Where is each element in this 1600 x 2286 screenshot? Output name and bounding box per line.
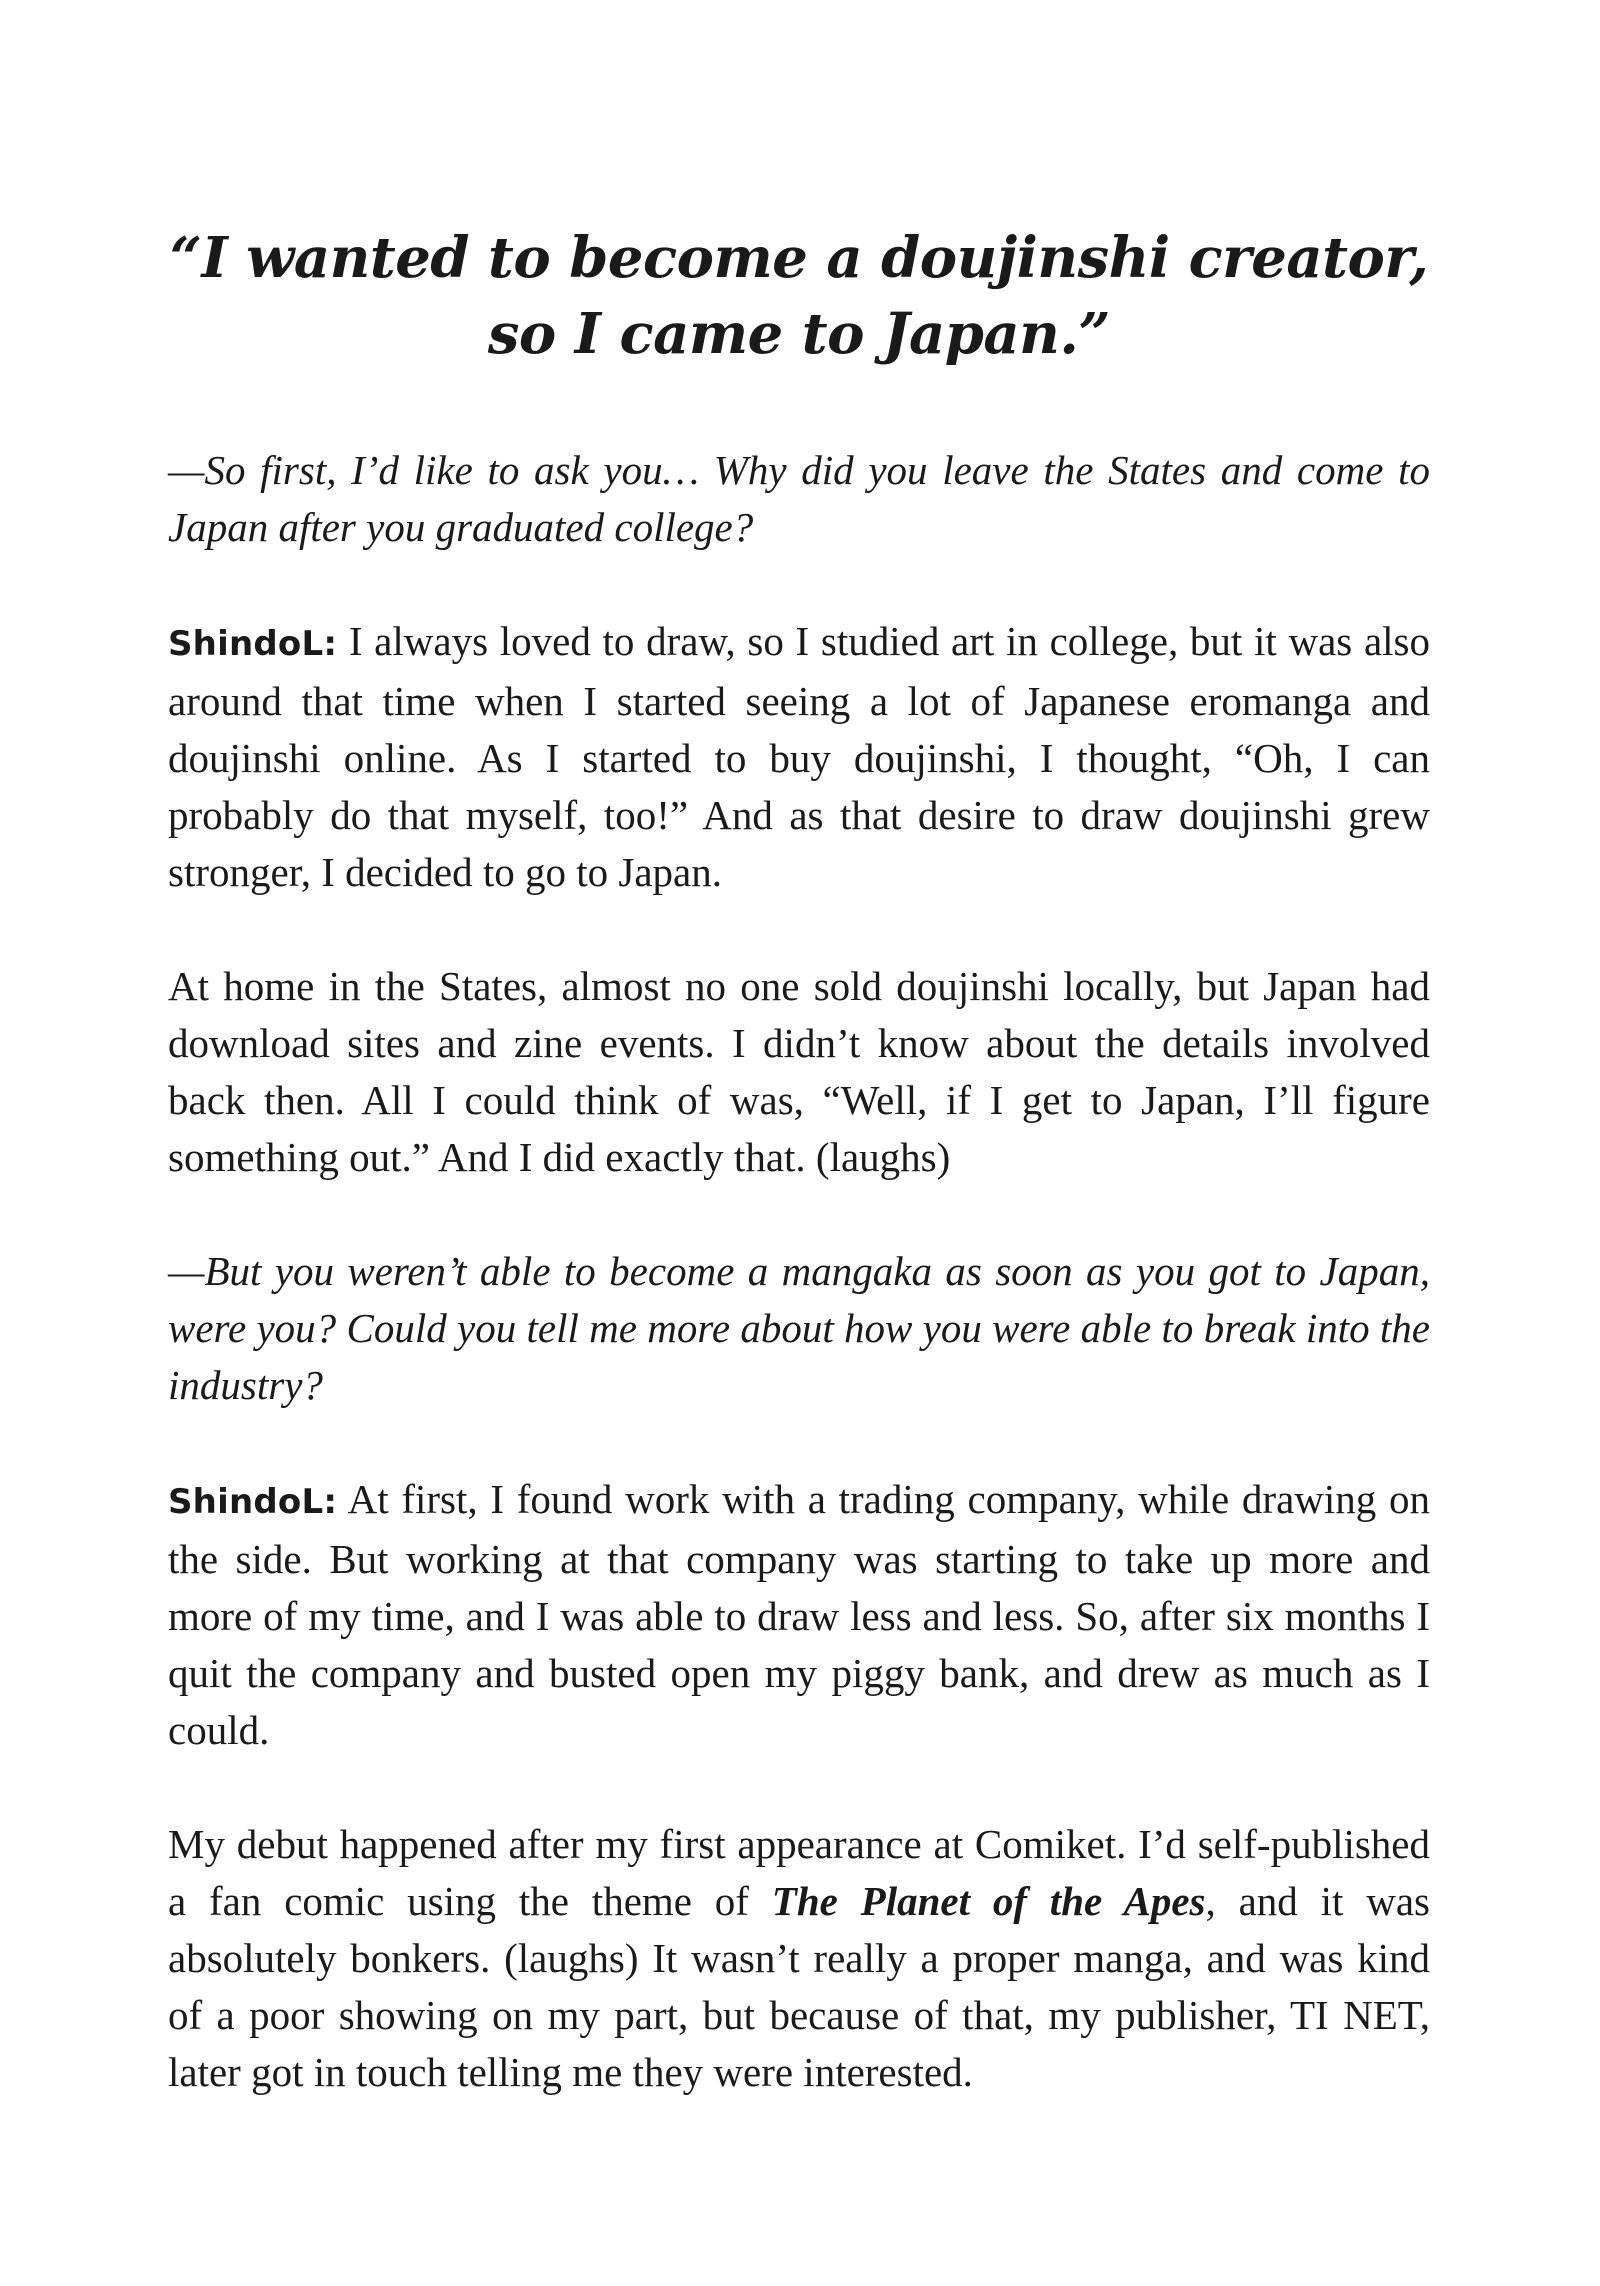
answer-1 (168, 613, 1430, 901)
work-title: The Planet of the Apes (771, 1878, 1206, 1924)
debut-text-before: My debut happened after my first appearance at Comiket. I’d self-published a fan comic using the theme of (168, 1821, 1430, 1924)
answer-2-continued (168, 1816, 1430, 2101)
speaker-label: ShindoL: (168, 624, 338, 664)
interviewer-question-2: —But you weren’t able to become a mangaka as soon as you got to Japan, were you? Could you tell me more about how you were able to break into the industry? (168, 1248, 1430, 1408)
answer-1-continued: At home in the States, almost no one sold doujinshi locally, but Japan had download sites and zine events. I didn’t know about the details involved back then. All I could think of was, “Well, if I get to Japan, I’ll figure something out.” And I did exactly that. (laughs) (168, 963, 1430, 1180)
headline (168, 220, 1430, 372)
answer-1-text: I always loved to draw, so I studied art in college, but it was also around that time when I started seeing a lot of Japanese eromanga and doujinshi online. As I started to buy doujinshi, I thought, “Oh, I can probably do that myself, too!” And as that desire to draw doujinshi grew stronger, I decided to go to Japan. (168, 618, 1430, 895)
interviewer-question-1: —So first, I’d like to ask you… Why did you leave the States and come to Japan after you graduated college? (168, 447, 1430, 550)
speaker-label: ShindoL: (168, 1482, 338, 1522)
answer-2 (168, 1471, 1430, 1759)
answer-2-text: At first, I found work with a trading company, while drawing on the side. But working at that company was starting to take up more and more of my time, and I was able to draw less and less. So, after six months I quit the company and busted open my piggy bank, and drew as much as I could. (168, 1476, 1430, 1753)
debut-text-after: , and it was absolutely bonkers. (laughs) It wasn’t really a proper manga, and was kind of a poor showing on my part, but because of that, my publisher, TI NET, later got in touch telling me they were interested. (168, 1878, 1430, 2095)
headline-line-1: “I wanted to become a doujinshi creator, (169, 225, 1429, 291)
headline-line-2: so I came to Japan.” (487, 301, 1111, 367)
